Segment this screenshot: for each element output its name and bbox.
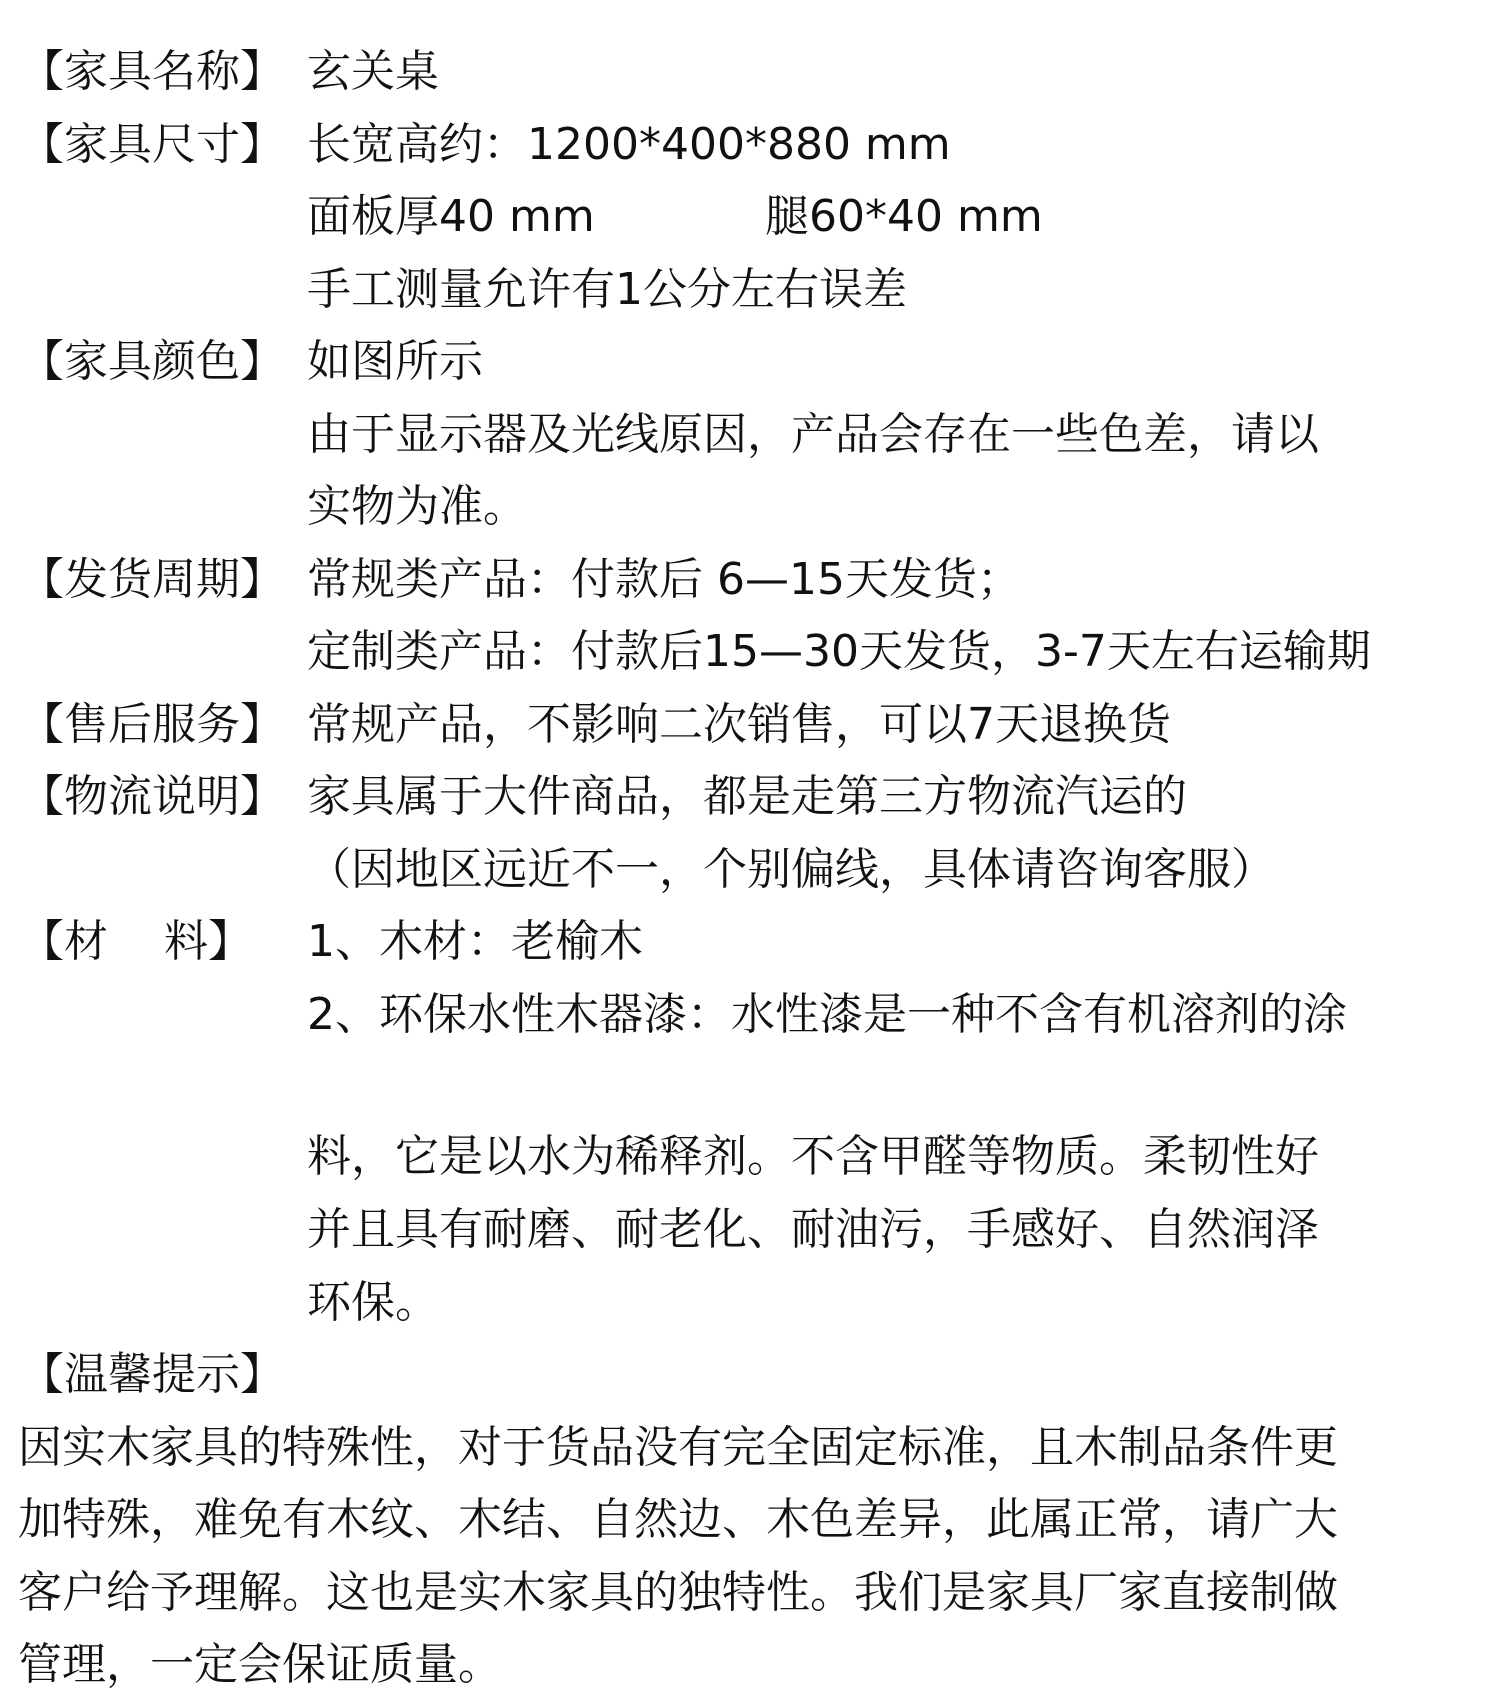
logistics-value: 家具属于大件商品，都是走第三方物流汽运的 [307, 771, 1187, 822]
shipping-custom: 定制类产品：付款后15—30天发货，3-7天左右运输期 [307, 626, 1371, 677]
material-paint-2: 料，它是以水为稀释剂。不含甲醛等物质。柔韧性好 [307, 1131, 1319, 1182]
name-value: 玄关桌 [307, 46, 439, 97]
logistics-label: 【物流说明】 [20, 771, 284, 822]
notice-line-4: 管理，一定会保证质量。 [18, 1639, 502, 1690]
color-label: 【家具颜色】 [20, 336, 284, 387]
material-paint-1: 2、环保水性木器漆：水性漆是一种不含有机溶剂的涂 [307, 989, 1347, 1040]
size-label: 【家具尺寸】 [20, 119, 284, 170]
material-paint-4: 环保。 [307, 1277, 439, 1328]
size-leg: 腿60*40 mm [765, 191, 1043, 242]
size-dimensions: 长宽高约：1200*400*880 mm [307, 119, 951, 170]
color-note-2: 实物为准。 [307, 481, 527, 532]
color-note-1: 由于显示器及光线原因，产品会存在一些色差，请以 [307, 409, 1319, 460]
logistics-note: （因地区远近不一，个别偏线，具体请咨询客服） [307, 844, 1275, 895]
color-value: 如图所示 [307, 336, 483, 387]
name-label: 【家具名称】 [20, 46, 284, 97]
notice-line-1: 因实木家具的特殊性，对于货品没有完全固定标准，且木制品条件更 [18, 1422, 1338, 1473]
size-tolerance: 手工测量允许有1公分左右误差 [307, 264, 907, 315]
size-panel-thickness: 面板厚40 mm [307, 191, 595, 242]
material-label: 【材 料】 [20, 916, 252, 967]
notice-label: 【温馨提示】 [20, 1349, 284, 1400]
notice-line-2: 加特殊，难免有木纹、木结、自然边、木色差异，此属正常，请广大 [18, 1494, 1338, 1545]
material-wood: 1、木材：老榆木 [307, 916, 643, 967]
shipping-regular: 常规类产品：付款后 6—15天发货； [307, 554, 1021, 605]
material-paint-3: 并且具有耐磨、耐老化、耐油污，手感好、自然润泽 [307, 1204, 1319, 1255]
notice-line-3: 客户给予理解。这也是实木家具的独特性。我们是家具厂家直接制做 [18, 1567, 1338, 1618]
aftersale-value: 常规产品，不影响二次销售，可以7天退换货 [307, 699, 1171, 750]
shipping-label: 【发货周期】 [20, 554, 284, 605]
aftersale-label: 【售后服务】 [20, 699, 284, 750]
